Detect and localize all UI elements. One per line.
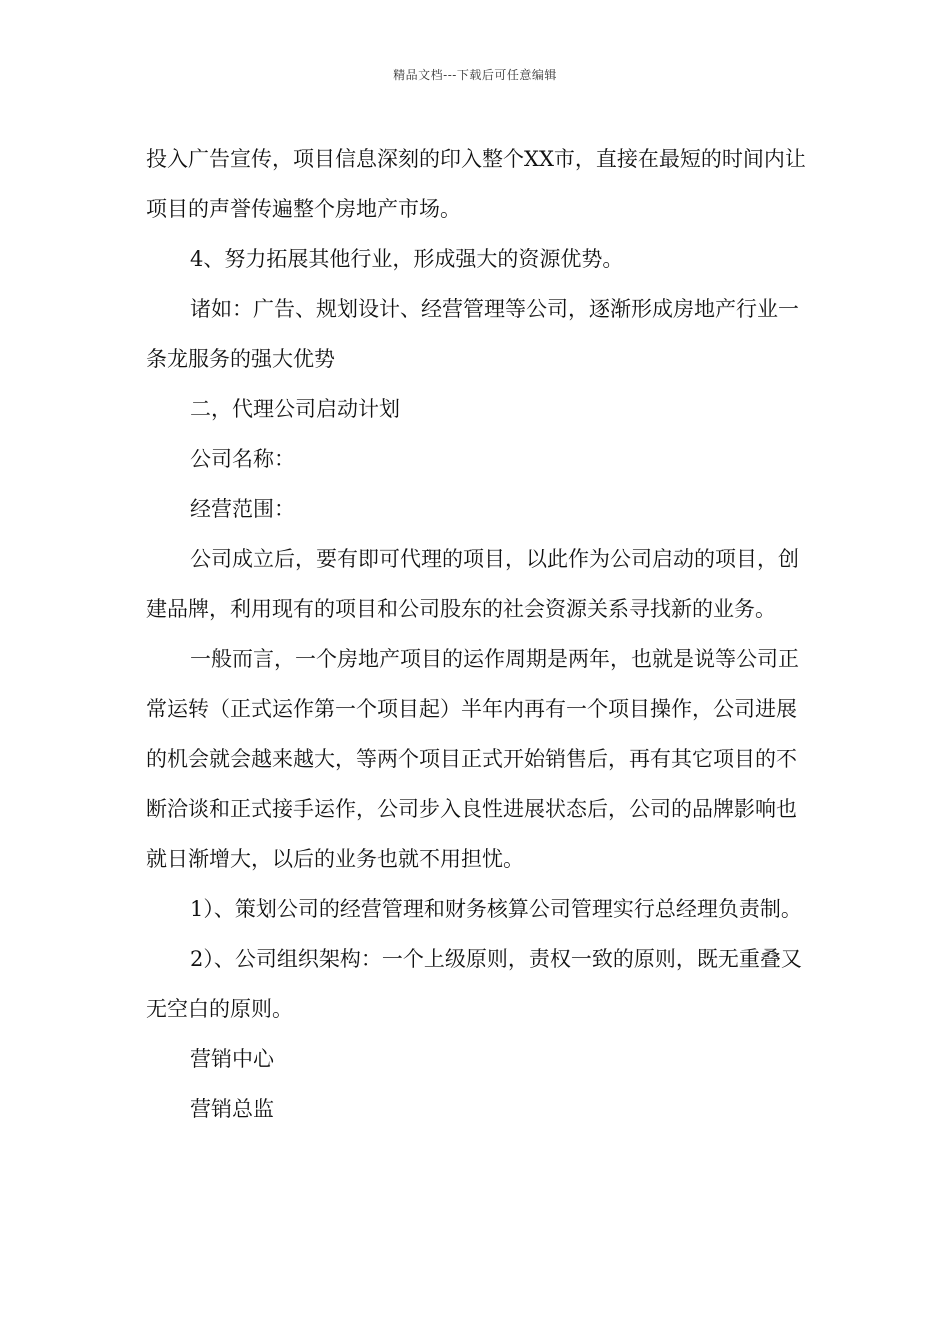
marketing-director-label: 营销总监: [190, 1097, 274, 1121]
document-body: [146, 134, 810, 1134]
paragraph-1: 投入广告宣传，项目信息深刻的印入整个XX市，直接在最短的时间内让项目的声誉传遍整个房地产市场。: [146, 147, 806, 221]
page-header: 精品文档---下载后可任意编辑: [393, 68, 557, 82]
business-scope-label: 经营范围：: [190, 497, 295, 521]
paragraph-9: 1）、策划公司的经营管理和财务核算公司管理实行总经理负责制。: [190, 897, 802, 921]
paragraph-3: 诸如：广告、规划设计、经营管理等公司，逐渐形成房地产行业一条龙服务的强大优势: [146, 297, 799, 371]
paragraph-8: 一般而言，一个房地产项目的运作周期是两年，也就是说等公司正常运转（正式运作第一个项目起）半年内再有一个项目操作，公司进展的机会就会越来越大，等两个项目正式开始销售后，再有其它项目的不断洽谈和正式接手运作，公司步入良性进展状态后，公司的品牌影响也就日渐增大，以后的业务也就不用担忧。: [146, 647, 799, 871]
marketing-center-label: 营销中心: [190, 1047, 274, 1071]
section-heading: 二，代理公司启动计划: [190, 397, 400, 421]
company-name-label: 公司名称：: [190, 447, 295, 471]
paragraph-2: 4、努力拓展其他行业，形成强大的资源优势。: [190, 247, 624, 271]
paragraph-10: 2）、公司组织架构：一个上级原则，责权一致的原则，既无重叠又无空白的原则。: [146, 947, 802, 1021]
paragraph-7: 公司成立后，要有即可代理的项目，以此作为公司启动的项目，创建品牌，利用现有的项目和公司股东的社会资源关系寻找新的业务。: [146, 547, 799, 621]
